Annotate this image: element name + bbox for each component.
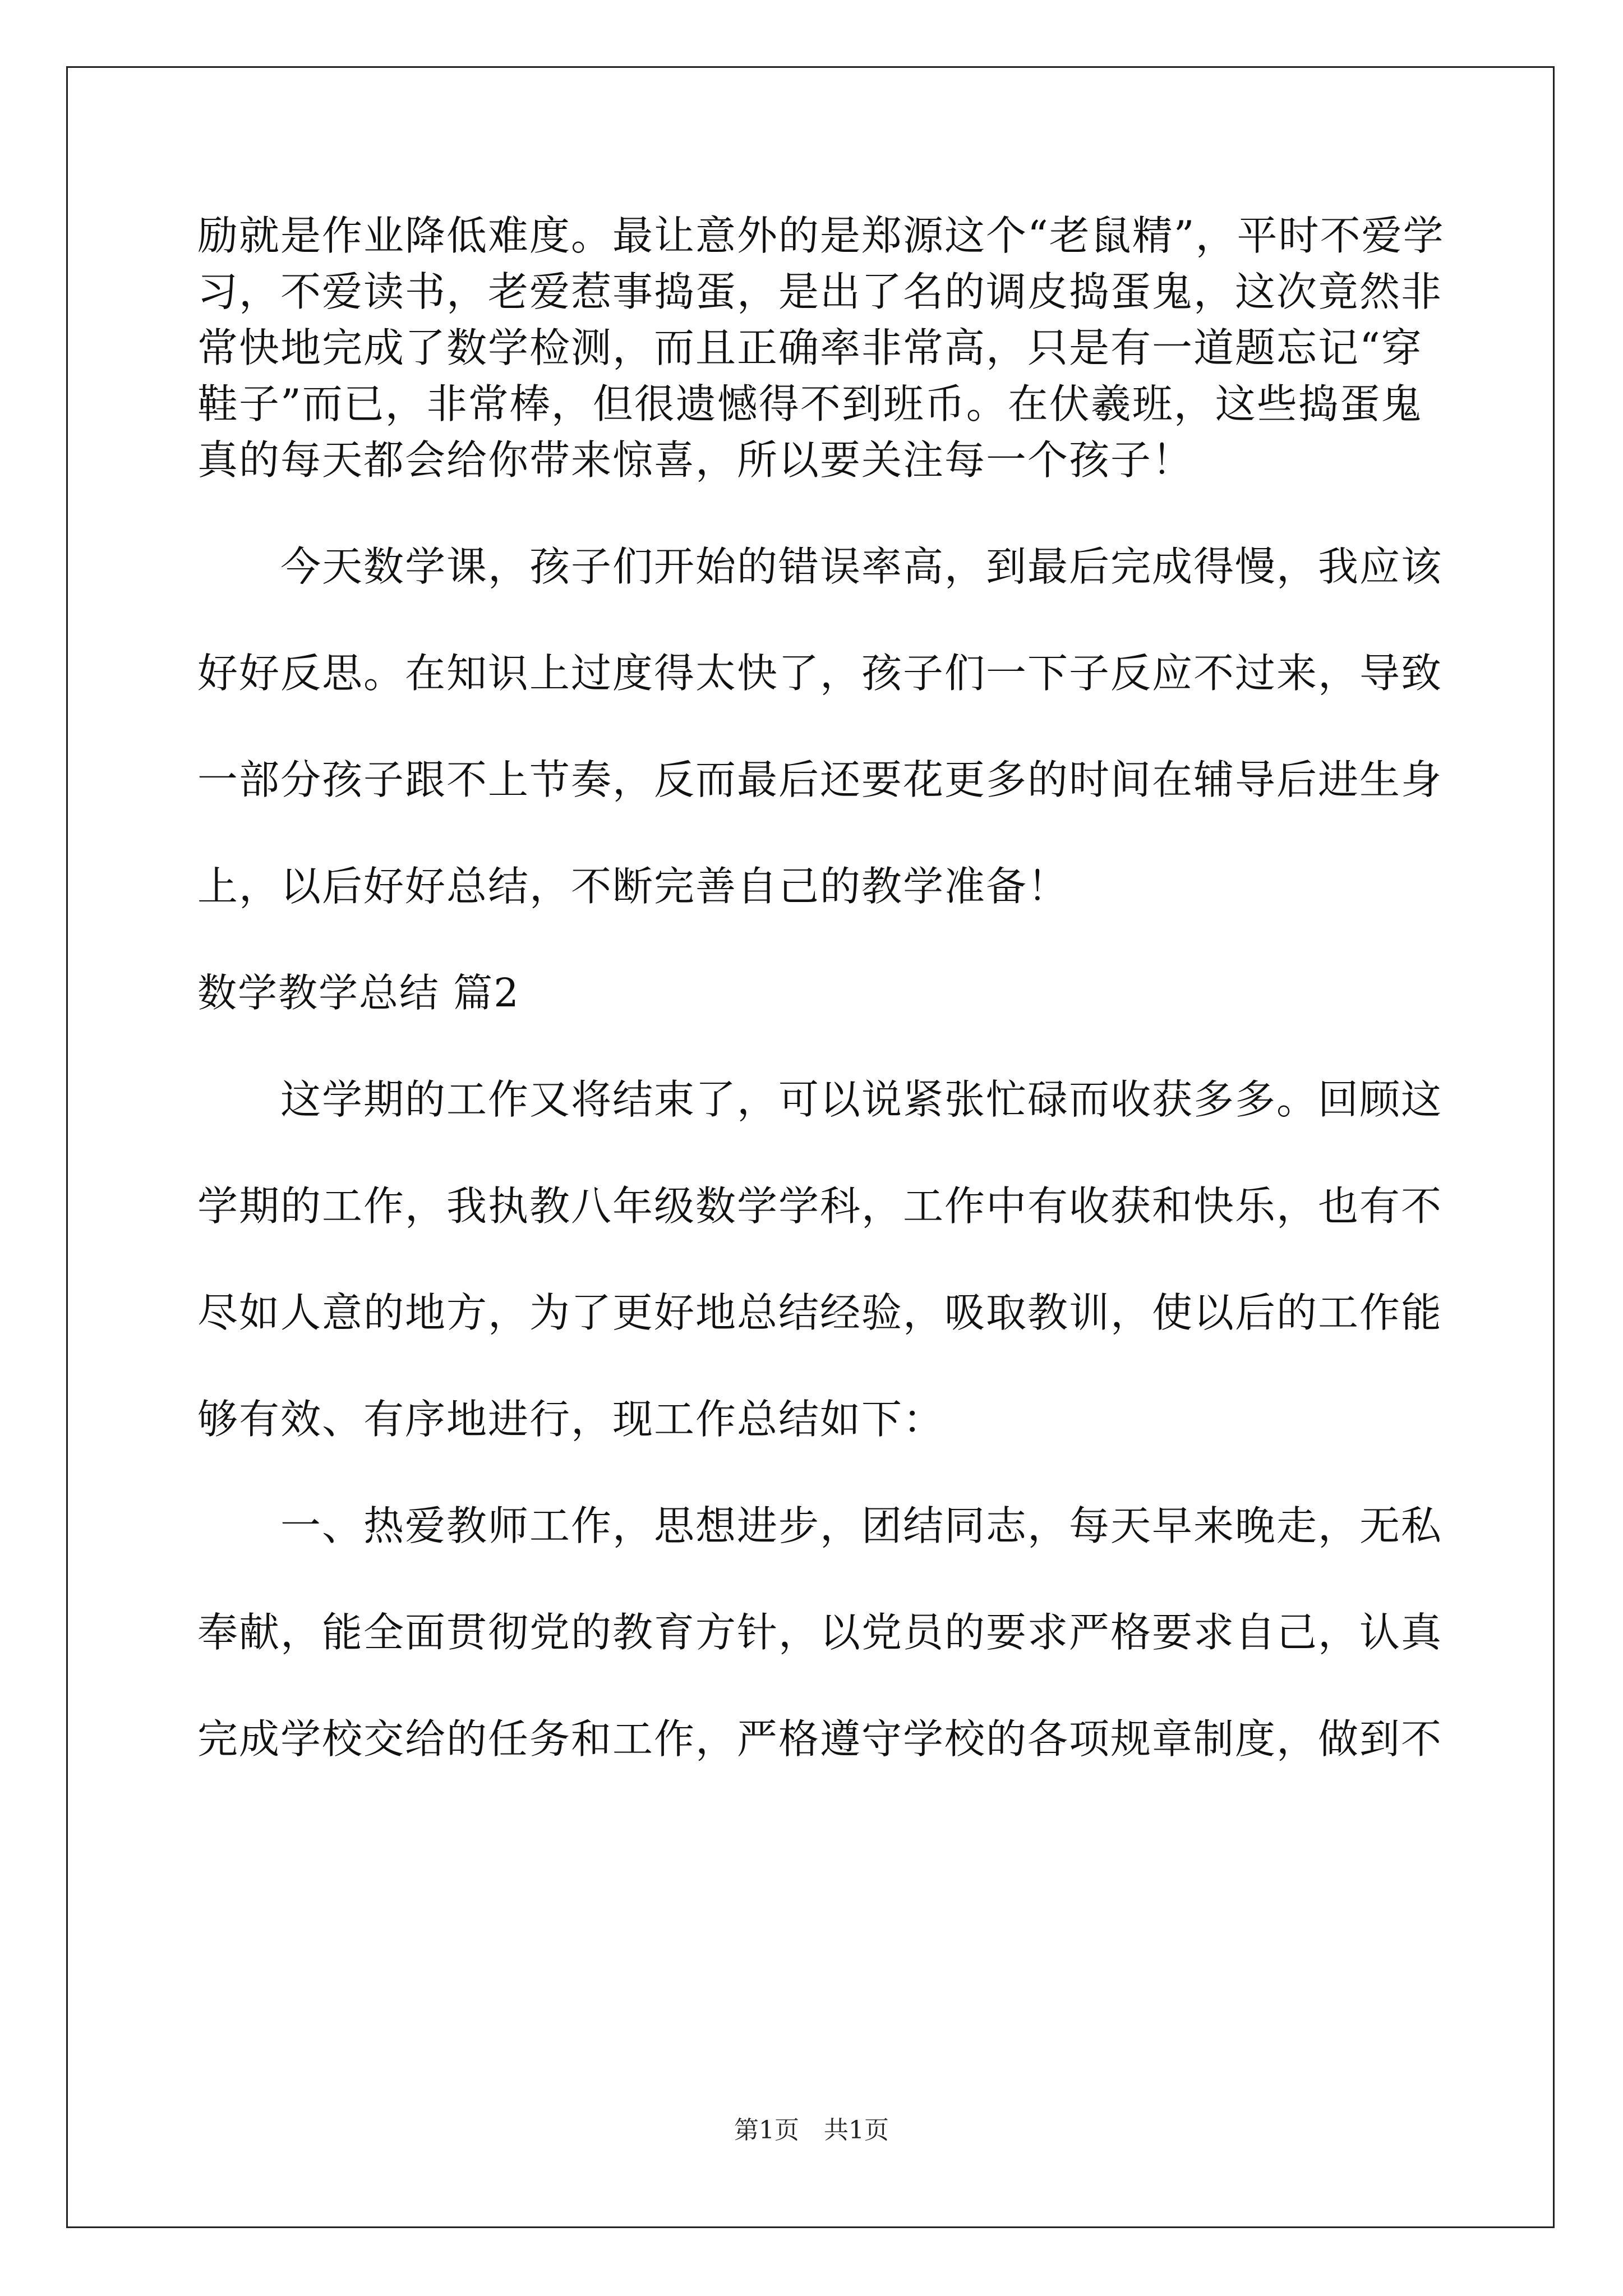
- text-line: 今天数学课，孩子们开始的错误率高，到最后完成得慢，我应该: [197, 543, 1443, 590]
- text-line: 鞋子”而已，非常棒，但很遗憾得不到班币。在伏羲班，这些捣蛋鬼: [197, 380, 1423, 427]
- text-line: 学期的工作，我执教八年级数学学科，工作中有收获和快乐，也有不: [197, 1182, 1443, 1230]
- section-heading: 数学教学总结 篇2: [197, 970, 520, 1016]
- text-line: 真的每天都会给你带来惊喜，所以要关注每一个孩子！: [197, 436, 1194, 484]
- text-line: 尽如人意的地方，为了更好地总结经验，吸取教训，使以后的工作能: [197, 1289, 1443, 1336]
- text-line: 完成学校交给的任务和工作，严格遵守学校的各项规章制度，做到不: [197, 1715, 1443, 1763]
- paragraph: [197, 1498, 1443, 1767]
- text-line: 一、热爱教师工作，思想进步，团结同志，每天早来晚走，无私: [197, 1502, 1443, 1549]
- paragraph: [197, 208, 1445, 488]
- text-line: 奉献，能全面贯彻党的教育方针，以党员的要求严格要求自己，认真: [197, 1609, 1443, 1656]
- paragraph: [197, 1071, 1443, 1447]
- text-line: 够有效、有序地进行，现工作总结如下：: [197, 1396, 945, 1443]
- paragraph: [197, 539, 1443, 914]
- page-footer: 第1页 共1页: [734, 2116, 889, 2145]
- text-line: 常快地完成了数学检测，而且正确率非常高，只是有一道题忘记“穿: [197, 324, 1423, 371]
- text-line: 励就是作业降低难度。最让意外的是郑源这个“老鼠精”，平时不爱学: [197, 212, 1445, 259]
- text-line: 习，不爱读书，老爱惹事捣蛋，是出了名的调皮捣蛋鬼，这次竟然非: [197, 268, 1443, 315]
- text-line: 一部分孩子跟不上节奏，反而最后还要花更多的时间在辅导后进生身: [197, 756, 1443, 803]
- text-line: 好好反思。在知识上过度得太快了，孩子们一下子反应不过来，导致: [197, 650, 1443, 697]
- document-body: [197, 208, 1445, 1767]
- text-line: 这学期的工作又将结束了，可以说紧张忙碌而收获多多。回顾这: [197, 1076, 1443, 1123]
- text-line: 上，以后好好总结，不断完善自己的教学准备！: [197, 863, 1069, 910]
